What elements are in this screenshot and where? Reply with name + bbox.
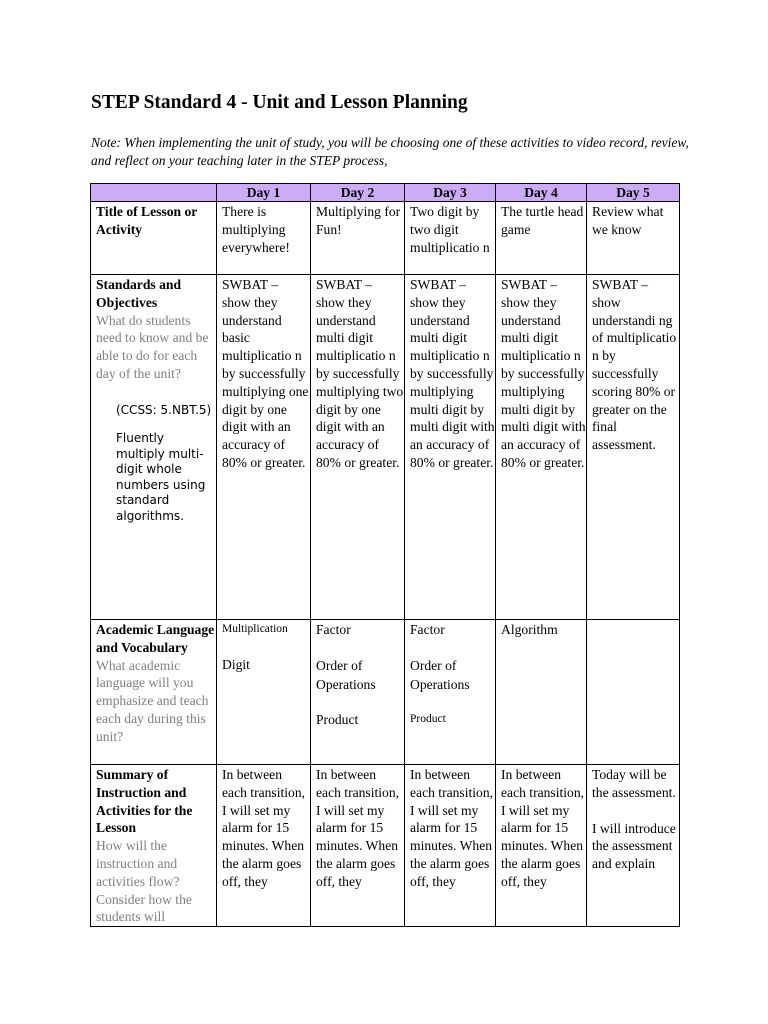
table-cell (587, 765, 680, 927)
row-label: Standards and Objectives (96, 277, 182, 310)
header-empty-cell (91, 184, 217, 202)
table-cell: The turtle head game (496, 202, 587, 275)
table-cell: In between each transition, I will set my alarm for 15 minutes. When the alarm goes off, they (496, 765, 587, 927)
header-day-3: Day 3 (405, 184, 496, 202)
table-cell: SWBAT – show they understand multi digit multiplicatio n by successfully multiplying multi digit by multi digit with an accuracy of 80% or greater. (496, 275, 587, 620)
row-label-cell (91, 620, 217, 765)
table-cell: In between each transition, I will set my alarm for 15 minutes. When the alarm goes off, they (217, 765, 311, 927)
vocab-term: Product (410, 712, 446, 725)
table-cell (587, 620, 680, 765)
table-cell: Multiplying for Fun! (311, 202, 405, 275)
table-cell (405, 620, 496, 765)
row-label: Title of Lesson or Activity (96, 204, 198, 237)
vocab-term: Order of Operations (410, 657, 470, 692)
table-cell (217, 620, 311, 765)
note-text: Note: When implementing the unit of study, you will be choosing one of these activities to video record, review, and reflect on your teaching later in the STEP process, (91, 135, 689, 168)
page-title: STEP Standard 4 - Unit and Lesson Planning (91, 92, 468, 113)
table-cell (496, 620, 587, 765)
vocab-term: Factor (316, 622, 351, 637)
vocab-term: Order of Operations (316, 657, 376, 692)
row-label: Academic Language and Vocabulary (96, 622, 215, 655)
table-row (91, 765, 680, 927)
vocab-term: Algorithm (501, 622, 558, 637)
table-cell: SWBAT – show understandi ng of multiplicatio n by successfully scoring 80% or greater on the final assessment. (587, 275, 680, 620)
row-label-cell (91, 202, 217, 275)
table-cell: SWBAT – show they understand multi digit multiplicatio n by successfully multiplying two digit by one digit with an accuracy of 80% or greater. (311, 275, 405, 620)
row-label-cell (91, 275, 217, 620)
table-row (91, 620, 680, 765)
vocab-term: Digit (222, 656, 250, 672)
table-cell: SWBAT – show they understand basic multiplicatio n by successfully multiplying one digit by one digit with an accuracy of 80% or greater. (217, 275, 311, 620)
row-hint: What academic language will you emphasize and teach each day during this unit? (96, 657, 209, 744)
table-cell: In between each transition, I will set my alarm for 15 minutes. When the alarm goes off, they (311, 765, 405, 927)
vocab-term: Multiplication (222, 623, 288, 635)
row-label: Summary of Instruction and Activities for the Lesson (96, 767, 193, 836)
row-hint: What do students need to know and be able to do for each day of the unit? (96, 312, 209, 381)
ccss-standard-text: Fluently multiply multi-digit whole numbers using standard algorithms. (116, 431, 206, 523)
row-hint: How will the instruction and activities flow? Consider how the students will (96, 838, 192, 925)
cell-text: Today will be the assessment. (592, 767, 676, 800)
table-cell: SWBAT – show they understand multi digit multiplicatio n by successfully multiplying multi digit by multi digit with an accuracy of 80% or greater. (405, 275, 496, 620)
vocab-term: Factor (410, 622, 445, 637)
table-cell: There is multiplying everywhere! (217, 202, 311, 275)
cell-text: I will introduce the assessment and explain (592, 820, 676, 872)
table-header-row (91, 184, 680, 202)
header-day-4: Day 4 (496, 184, 587, 202)
table-cell: Two digit by two digit multiplicatio n (405, 202, 496, 275)
vocab-term: Product (316, 711, 359, 727)
header-day-5: Day 5 (587, 184, 680, 202)
table-cell (311, 620, 405, 765)
table-row (91, 202, 680, 275)
lesson-plan-table (90, 183, 680, 927)
row-label-cell (91, 765, 217, 927)
table-cell: Review what we know (587, 202, 680, 275)
table-row (91, 275, 680, 620)
ccss-code: (CCSS: 5.NBT.5) (116, 402, 212, 417)
header-day-1: Day 1 (217, 184, 311, 202)
header-day-2: Day 2 (311, 184, 405, 202)
table-cell: In between each transition, I will set my alarm for 15 minutes. When the alarm goes off, they (405, 765, 496, 927)
